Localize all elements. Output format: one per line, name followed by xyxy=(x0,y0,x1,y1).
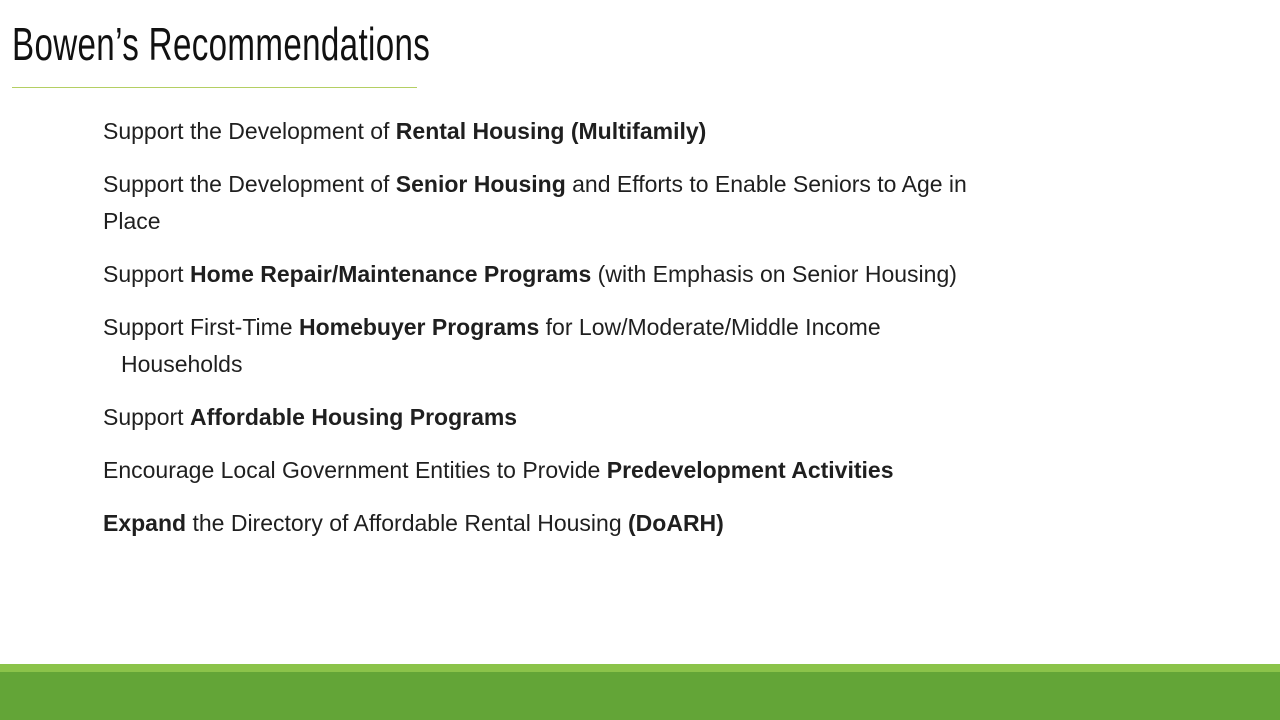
text-run-bold: Affordable Housing Programs xyxy=(189,404,518,430)
text-run: (with Emphasis on Senior Housing) xyxy=(591,261,957,287)
text-run: Support the Development of xyxy=(103,171,396,197)
bullet-item xyxy=(103,399,1003,436)
text-run: Support First-Time xyxy=(103,314,299,340)
text-run-bold: Senior Housing xyxy=(395,171,566,197)
text-run-bold: (DoARH) xyxy=(628,510,724,536)
text-run: and Efforts to Enable Seniors to Age in Place xyxy=(103,171,967,234)
text-run-bold: Expand xyxy=(103,510,187,536)
text-run: Support xyxy=(103,261,190,287)
text-run: Encourage Local Government Entities to Provide xyxy=(103,457,607,483)
text-run-bold: Rental Housing (Multifamily) xyxy=(395,118,707,144)
footer-accent-stripe xyxy=(0,664,1280,672)
text-run-bold: Predevelopment Activities xyxy=(606,457,894,483)
bullet-item xyxy=(103,309,1003,383)
bullet-item xyxy=(103,166,1003,240)
text-run: Support xyxy=(103,404,190,430)
bullet-item xyxy=(103,113,1003,150)
text-run-bold: Home Repair/Maintenance Programs xyxy=(189,261,592,287)
text-run: Support the Development of xyxy=(103,118,396,144)
bullet-item xyxy=(103,505,1003,542)
text-run: for Low/Moderate/Middle Income Households xyxy=(121,314,881,377)
slide-title: Bowen’s Recommendations xyxy=(12,18,431,70)
text-run-bold: Homebuyer Programs xyxy=(298,314,540,340)
text-run: the Directory of Affordable Rental Housing xyxy=(186,510,629,536)
bullet-item xyxy=(103,256,1003,293)
footer-bar xyxy=(0,672,1280,720)
recommendations-list xyxy=(103,113,1003,558)
title-underline xyxy=(12,87,417,88)
bullet-item xyxy=(103,452,1003,489)
